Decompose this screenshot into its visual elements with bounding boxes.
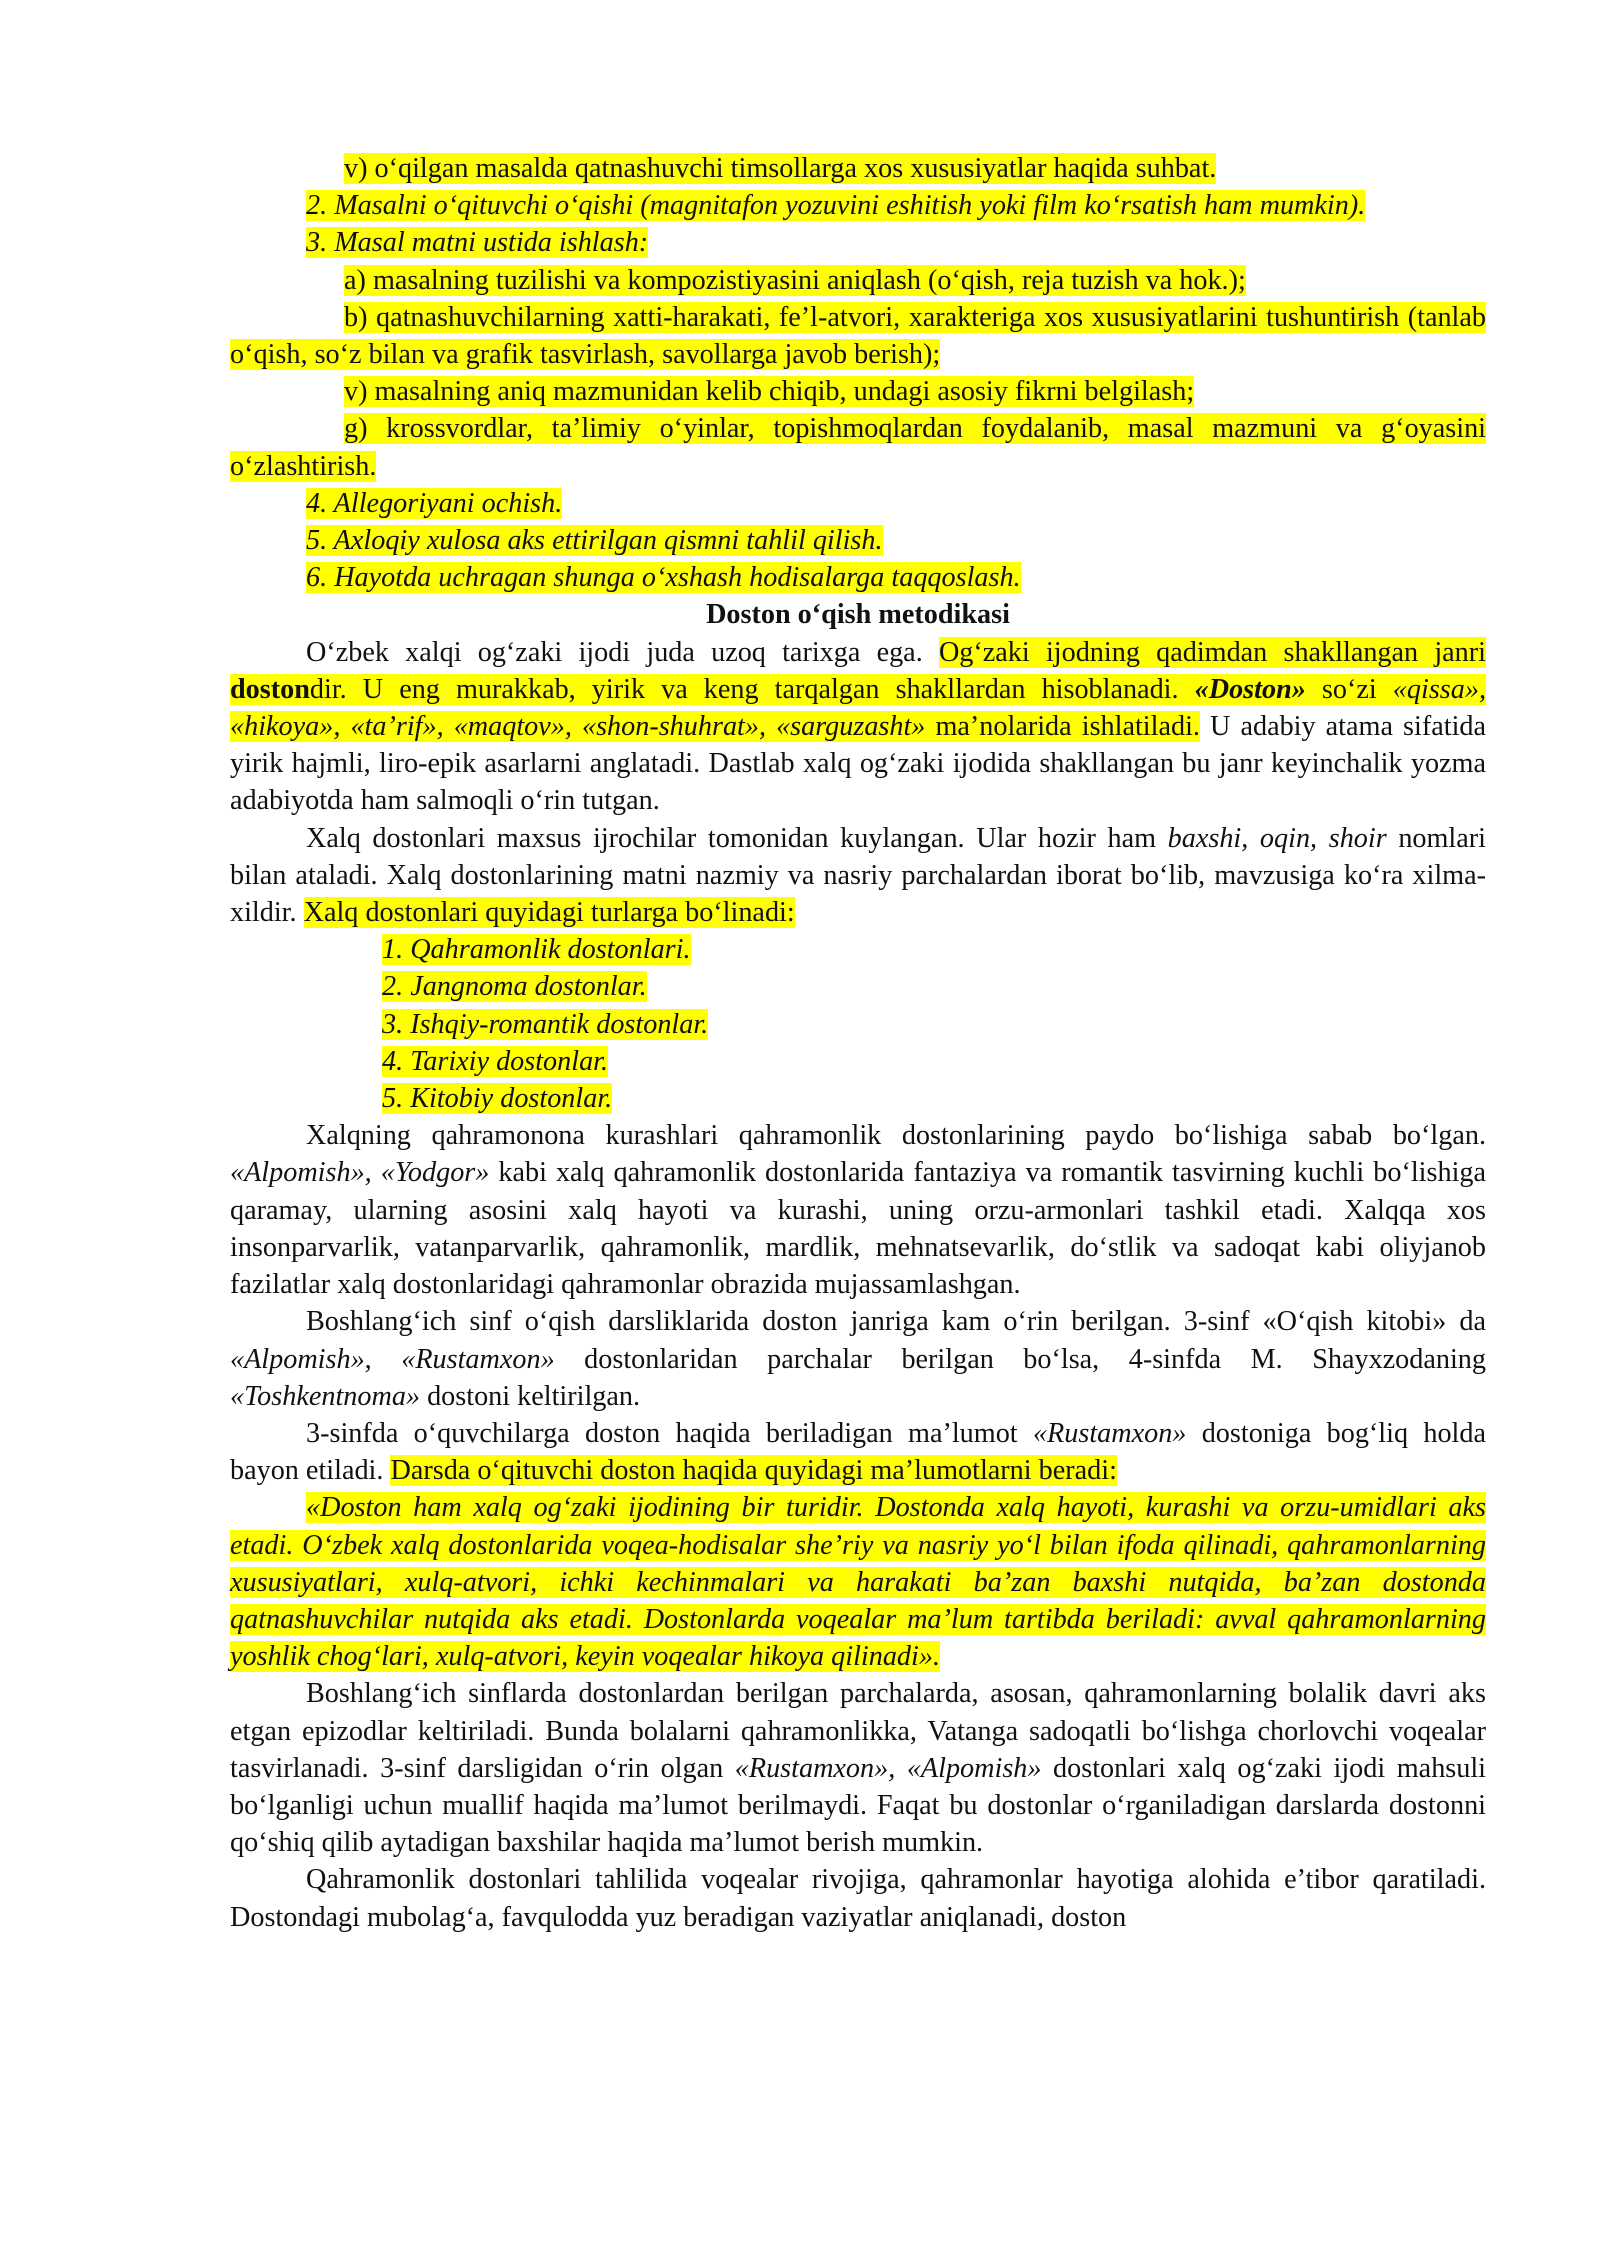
doston-types-list [230,931,1486,1117]
list-item: 3. Ishqiy-romantik dostonlar. [382,1008,709,1040]
list-item: v) masalning aniq mazmunidan kelib chiqib, undagi asosiy fikrni belgilash; [344,376,1195,408]
list-item: 2. Masalni o‘qituvchi o‘qishi (magnitafon yozuvini eshitish yoki film ko‘rsatish ham mumkin). [306,190,1366,222]
document-page [230,150,1486,1936]
list-item: 5. Axloqiy xulosa aks ettirilgan qismni tahlil qilish. [306,525,883,557]
paragraph-textbooks: Boshlang‘ich sinf o‘qish darsliklarida doston janriga kam o‘rin berilgan. 3-sinf «O‘qish kitobi» da «Alpomish», «Rustamxon» dostonlaridan parchalar berilgan bo‘lsa, 4-sinfda M. Shayxzodaning «Toshkentnoma» dostoni keltirilgan. [230,1306,1486,1412]
list-item: g) krossvordlar, ta’limiy o‘yinlar, topishmoqlardan foydalanib, masal mazmuni va g‘oyasini o‘zlashtirish. [230,413,1486,482]
paragraph-analysis: Qahramonlik dostonlari tahlilida voqealar rivojiga, qahramonlar hayotiga alohida e’tibor qaratiladi. Dostondagi mubolag‘a, favqulodda yuz beradigan vaziyatlar aniqlanadi, doston [230,1864,1486,1933]
paragraph-primary: Boshlang‘ich sinflarda dostonlardan berilgan parchalarda, asosan, qahramonlarning bolalik davri aks etgan epizodlar keltiriladi. Bunda bolalarni qahramonlikka, Vatanga sadoqatli bo‘lishga chorlovchi voqealar tasvirlanadi. 3-sinf darsligidan o‘rin olgan «Rustamxon», «Alpomish» dostonlari xalq og‘zaki ijodi mahsuli bo‘lganligi uchun muallif haqida ma’lumot berilmaydi. Faqat bu dostonlar o‘rganiladigan darslarda dostonni qo‘shiq qilib aytadigan baxshilar haqida ma’lumot berish mumkin. [230,1678,1487,1859]
quote-paragraph: «Doston ham xalq og‘zaki ijodining bir turidir. Dostonda xalq hayoti, kurashi va orzu-umidlari aks etadi. O‘zbek xalq dostonlarida voqea-hodisalar she’riy va nasriy yo‘l bilan ifoda qilinadi, qahramonlarning xususiyatlari, xulq-atvori, ichki kechinmalari va harakati ba’zan baxshi nutqida, ba’zan dostonda qatnashuvchilar nutqida aks etadi. Dostonlarda voqealar ma’lum tartibda beriladi: avval qahramonlarning yoshlik chog‘lari, xulq-atvori, keyin voqealar hikoya qilinadi». [230,1492,1486,1673]
list-item: 2. Jangnoma dostonlar. [382,971,647,1003]
list-item: 3. Masal matni ustida ishlash: [306,227,649,259]
list-item: v) o‘qilgan masalda qatnashuvchi timsollarga xos xususiyatlar haqida suhbat. [344,153,1217,184]
paragraph-performers: Xalq dostonlari maxsus ijrochilar tomonidan kuylangan. Ular hozir ham baxshi, oqin, shoir nomlari bilan ataladi. Xalq dostonlarining matni nazmiy va nasriy parchalardan iborat bo‘lib, mavzusiga ko‘ra xilma-xildir. Xalq dostonlari quyidagi turlarga bo‘linadi: [230,822,1486,929]
list-item: a) masalning tuzilishi va kompozistiyasini aniqlash (o‘qish, reja tuzish va hok.); [344,264,1246,296]
paragraph-grade3: 3-sinfda o‘quvchilarga doston haqida beriladigan ma’lumot «Rustamxon» dostoniga bog‘liq holda bayon etiladi. Darsda o‘qituvchi doston haqida quyidagi ma’lumotlarni beradi: [230,1417,1486,1487]
list-item: 4. Tarixiy dostonlar. [382,1045,609,1077]
list-item: 5. Kitobiy dostonlar. [382,1083,613,1115]
list-item: b) qatnashuvchilarning xatti-harakati, fe’l-atvori, xarakteriga xos xususiyatlarini tushuntirish (tanlab o‘qish, so‘z bilan va grafik tasvirlash, savollarga javob berish); [230,301,1486,371]
list-item: 4. Allegoriyani ochish. [306,487,563,519]
paragraph-intro: O‘zbek xalqi og‘zaki ijodi juda uzoq tarixga ega. Og‘zaki ijodning qadimdan shakllangan janri dostondir. U eng murakkab, yirik va keng tarqalgan shakllardan hisoblanadi. «Doston» so‘zi «qissa», «hikoya», «ta’rif», «maqtov», «shon-shuhrat», «sarguzasht» ma’nolarida ishlatiladi. U adabiy atama sifatida yirik hajmli, liro-epik asarlarni anglatadi. Dastlab xalq og‘zaki ijodida shakllangan bu janr keyinchalik yozma adabiyotda ham salmoqli o‘rin tutgan. [230,636,1486,817]
list-item: 1. Qahramonlik dostonlari. [382,934,691,966]
paragraph-heroic: Xalqning qahramonona kurashlari qahramonlik dostonlarining paydo bo‘lishiga sabab bo‘lgan. «Alpomish», «Yodgor» kabi xalq qahramonlik dostonlarida fantaziya va romantik tasvirning kuchli bo‘lishiga qaramay, ularning asosini xalq hayoti va kurashi, uning orzu-armonlari tashkil etadi. Xalqqa xos insonparvarlik, vatanparvarlik, qahramonlik, mardlik, mehnatsevarlik, do‘stlik va sadoqat kabi oliyjanob fazilatlar xalq dostonlaridagi qahramonlar obrazida mujassamlashgan. [230,1120,1487,1301]
section-heading: Doston o‘qish metodikasi [706,599,1010,631]
list-item: 6. Hayotda uchragan shunga o‘xshash hodisalarga taqqoslash. [306,562,1021,594]
